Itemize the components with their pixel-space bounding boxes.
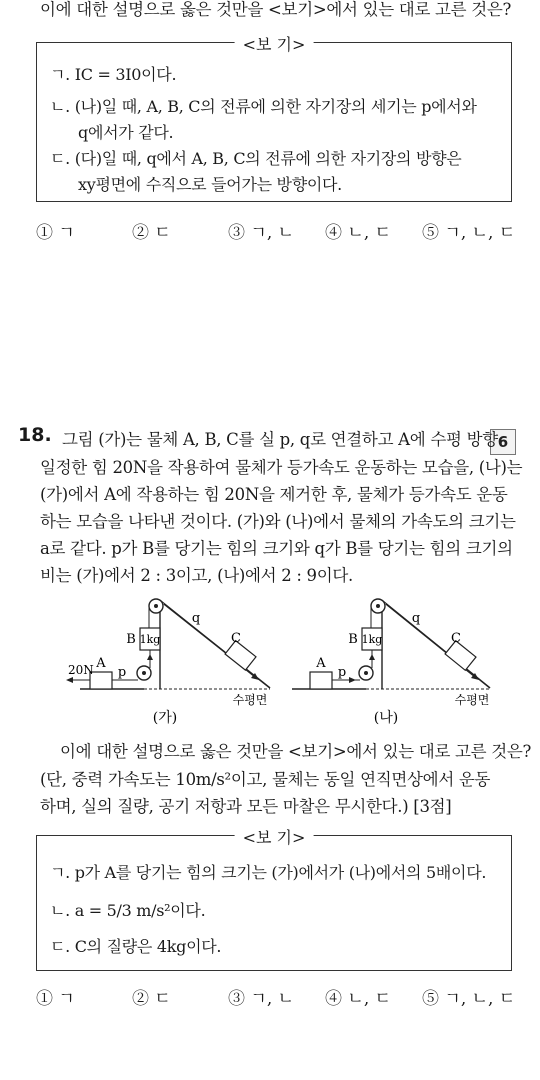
prev-item-1: ㄱ. IC = 3I0이다. bbox=[50, 65, 177, 84]
left-label-B: B bbox=[126, 632, 136, 647]
q18-item-3: ㄷ. C의 질량은 4kg이다. bbox=[50, 937, 222, 956]
right-caption: (나) bbox=[373, 710, 399, 726]
prev-choice-1[interactable]: ① ㄱ bbox=[36, 223, 75, 243]
q18-choice-1[interactable]: ① ㄱ bbox=[36, 989, 75, 1009]
q18-line-1: 그림 (가)는 물체 A, B, C를 실 p, q로 연결하고 A에 수평 방향 bbox=[62, 430, 498, 449]
right-label-p: p bbox=[337, 665, 347, 680]
left-label-C: C bbox=[231, 631, 241, 646]
figure-left bbox=[66, 599, 270, 726]
prev-question-tail: 이에 대한 설명으로 옳은 것만을 <보기>에서 있는 대로 고른 것은? bbox=[40, 0, 512, 19]
right-mass-label: 1kg bbox=[361, 633, 383, 646]
right-label-B: B bbox=[348, 632, 358, 647]
left-force-arrow bbox=[66, 677, 73, 683]
q18-prompt-2: (단, 중력 가속도는 10m/s²이고, 물체는 동일 연직면상에서 운동 bbox=[40, 770, 491, 789]
left-force-label: 20N bbox=[68, 663, 94, 677]
q18-choice-4[interactable]: ④ ㄴ, ㄷ bbox=[325, 989, 392, 1009]
left-ground-label: 수평면 bbox=[232, 693, 268, 707]
page-badge: 6 bbox=[490, 429, 516, 455]
left-mass-label: 1kg bbox=[139, 633, 161, 646]
question-number: 18. bbox=[18, 424, 52, 446]
prev-choice-2[interactable]: ② ㄷ bbox=[132, 223, 171, 243]
prev-choice-5[interactable]: ⑤ ㄱ, ㄴ, ㄷ bbox=[422, 223, 516, 243]
left-caption: (가) bbox=[152, 710, 178, 726]
prev-item-2-cont: q에서가 같다. bbox=[78, 123, 174, 142]
q18-line-4: 하는 모습을 나타낸 것이다. (가)와 (나)에서 물체의 가속도의 크기는 bbox=[40, 512, 516, 531]
q18-prompt-3: 하며, 실의 질량, 공기 저항과 모든 마찰은 무시한다.) [3점] bbox=[40, 797, 452, 816]
q18-choice-2[interactable]: ② ㄷ bbox=[132, 989, 171, 1009]
q18-item-1: ㄱ. p가 A를 당기는 힘의 크기는 (가)에서가 (나)에서의 5배이다. bbox=[50, 863, 487, 882]
q18-line-2: 일정한 힘 20N을 작용하여 물체가 등가속도 운동하는 모습을, (나)는 bbox=[40, 458, 523, 477]
right-label-q: q bbox=[411, 611, 421, 626]
right-label-A: A bbox=[316, 656, 326, 671]
left-label-q: q bbox=[191, 611, 201, 626]
right-block-A bbox=[310, 672, 332, 689]
q18-item-2: ㄴ. a = 5/3 m/s²이다. bbox=[50, 901, 206, 920]
q18-box-title: <보 기> bbox=[235, 825, 314, 848]
q18-choice-3[interactable]: ③ ㄱ, ㄴ bbox=[228, 989, 295, 1009]
q18-line-5: a로 같다. p가 B를 당기는 힘의 크기와 q가 B를 당기는 힘의 크기의 bbox=[40, 539, 513, 558]
pulley-figure bbox=[60, 588, 500, 730]
q18-line-3: (가)에서 A에 작용하는 힘 20N을 제거한 후, 물체가 등가속도 운동 bbox=[40, 485, 508, 504]
right-label-C: C bbox=[451, 631, 461, 646]
left-label-p: p bbox=[117, 665, 127, 680]
prev-item-2: ㄴ. (나)일 때, A, B, C의 전류에 의한 자기장의 세기는 p에서와 bbox=[50, 97, 477, 116]
left-label-A: A bbox=[96, 656, 106, 671]
prev-choice-3[interactable]: ③ ㄱ, ㄴ bbox=[228, 223, 295, 243]
prev-item-3: ㄷ. (다)일 때, q에서 A, B, C의 전류에 의한 자기장의 방향은 bbox=[50, 149, 462, 168]
prev-box-title: <보 기> bbox=[235, 32, 314, 55]
right-ground-label: 수평면 bbox=[454, 693, 490, 707]
q18-prompt-1: 이에 대한 설명으로 옳은 것만을 <보기>에서 있는 대로 고른 것은? bbox=[60, 742, 532, 761]
q18-choice-5[interactable]: ⑤ ㄱ, ㄴ, ㄷ bbox=[422, 989, 516, 1009]
figure-right bbox=[292, 599, 490, 726]
prev-choice-4[interactable]: ④ ㄴ, ㄷ bbox=[325, 223, 392, 243]
q18-line-6: 비는 (가)에서 2 : 3이고, (나)에서 2 : 9이다. bbox=[40, 566, 353, 585]
prev-item-3-cont: xy평면에 수직으로 들어가는 방향이다. bbox=[78, 175, 342, 194]
